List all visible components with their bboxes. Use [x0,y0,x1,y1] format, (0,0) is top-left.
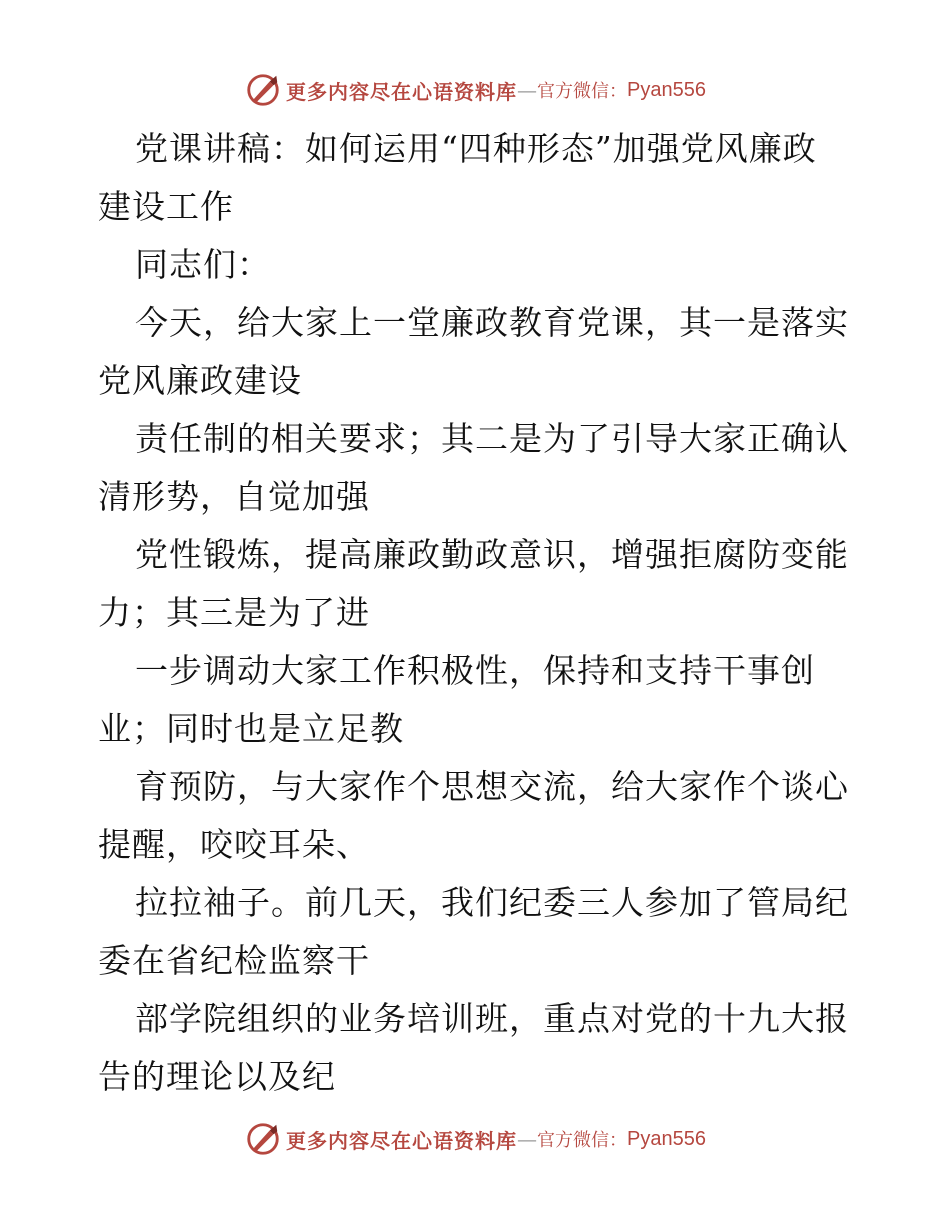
text-line: 委在省纪检监察干 [98,941,370,980]
watermark-wechat-id: Pyan556 [627,1127,706,1150]
text-line: 建设工作 [98,187,234,226]
text-line: 党风廉政建设 [98,361,302,400]
text-line: 业；同时也是立足教 [98,709,404,748]
watermark-wechat-id: Pyan556 [627,78,706,101]
text-line: 拉拉袖子。前几天，我们纪委三人参加了管局纪 [135,883,849,922]
text-line: 同志们： [135,245,271,284]
text-line: 育预防，与大家作个思想交流，给大家作个谈心 [135,767,849,806]
document-body [98,120,858,1106]
text-line: 党性锻炼，提高廉政勤政意识，增强拒腐防变能 [135,535,849,574]
text-line: 责任制的相关要求；其二是为了引导大家正确认 [135,419,849,458]
footer-watermark [0,1117,950,1161]
text-line: 党课讲稿：如何运用“四种形态”加强党风廉政 [135,129,817,168]
text-line: 提醒，咬咬耳朵、 [98,825,370,864]
watermark-wechat-label: 官方微信： [537,81,628,102]
text-line: 清形势，自觉加强 [98,477,370,516]
text-line: 力；其三是为了进 [98,593,370,632]
text-line: 一步调动大家工作积极性，保持和支持干事创 [135,651,815,690]
quill-pen-logo-icon [244,1120,282,1158]
text-line: 部学院组织的业务培训班，重点对党的十九大报 [135,999,849,1038]
watermark-brand: 更多内容尽在心语资料库 [286,1128,518,1153]
watermark-brand: 更多内容尽在心语资料库 [286,79,518,104]
watermark-separator: — [517,78,538,102]
quill-pen-logo-icon [244,71,282,109]
text-line: 今天，给大家上一堂廉政教育党课，其一是落实 [135,303,849,342]
header-watermark [0,68,950,112]
watermark-separator: — [517,1127,538,1151]
watermark-wechat-label: 官方微信： [537,1130,628,1151]
text-line: 告的理论以及纪 [98,1057,336,1096]
